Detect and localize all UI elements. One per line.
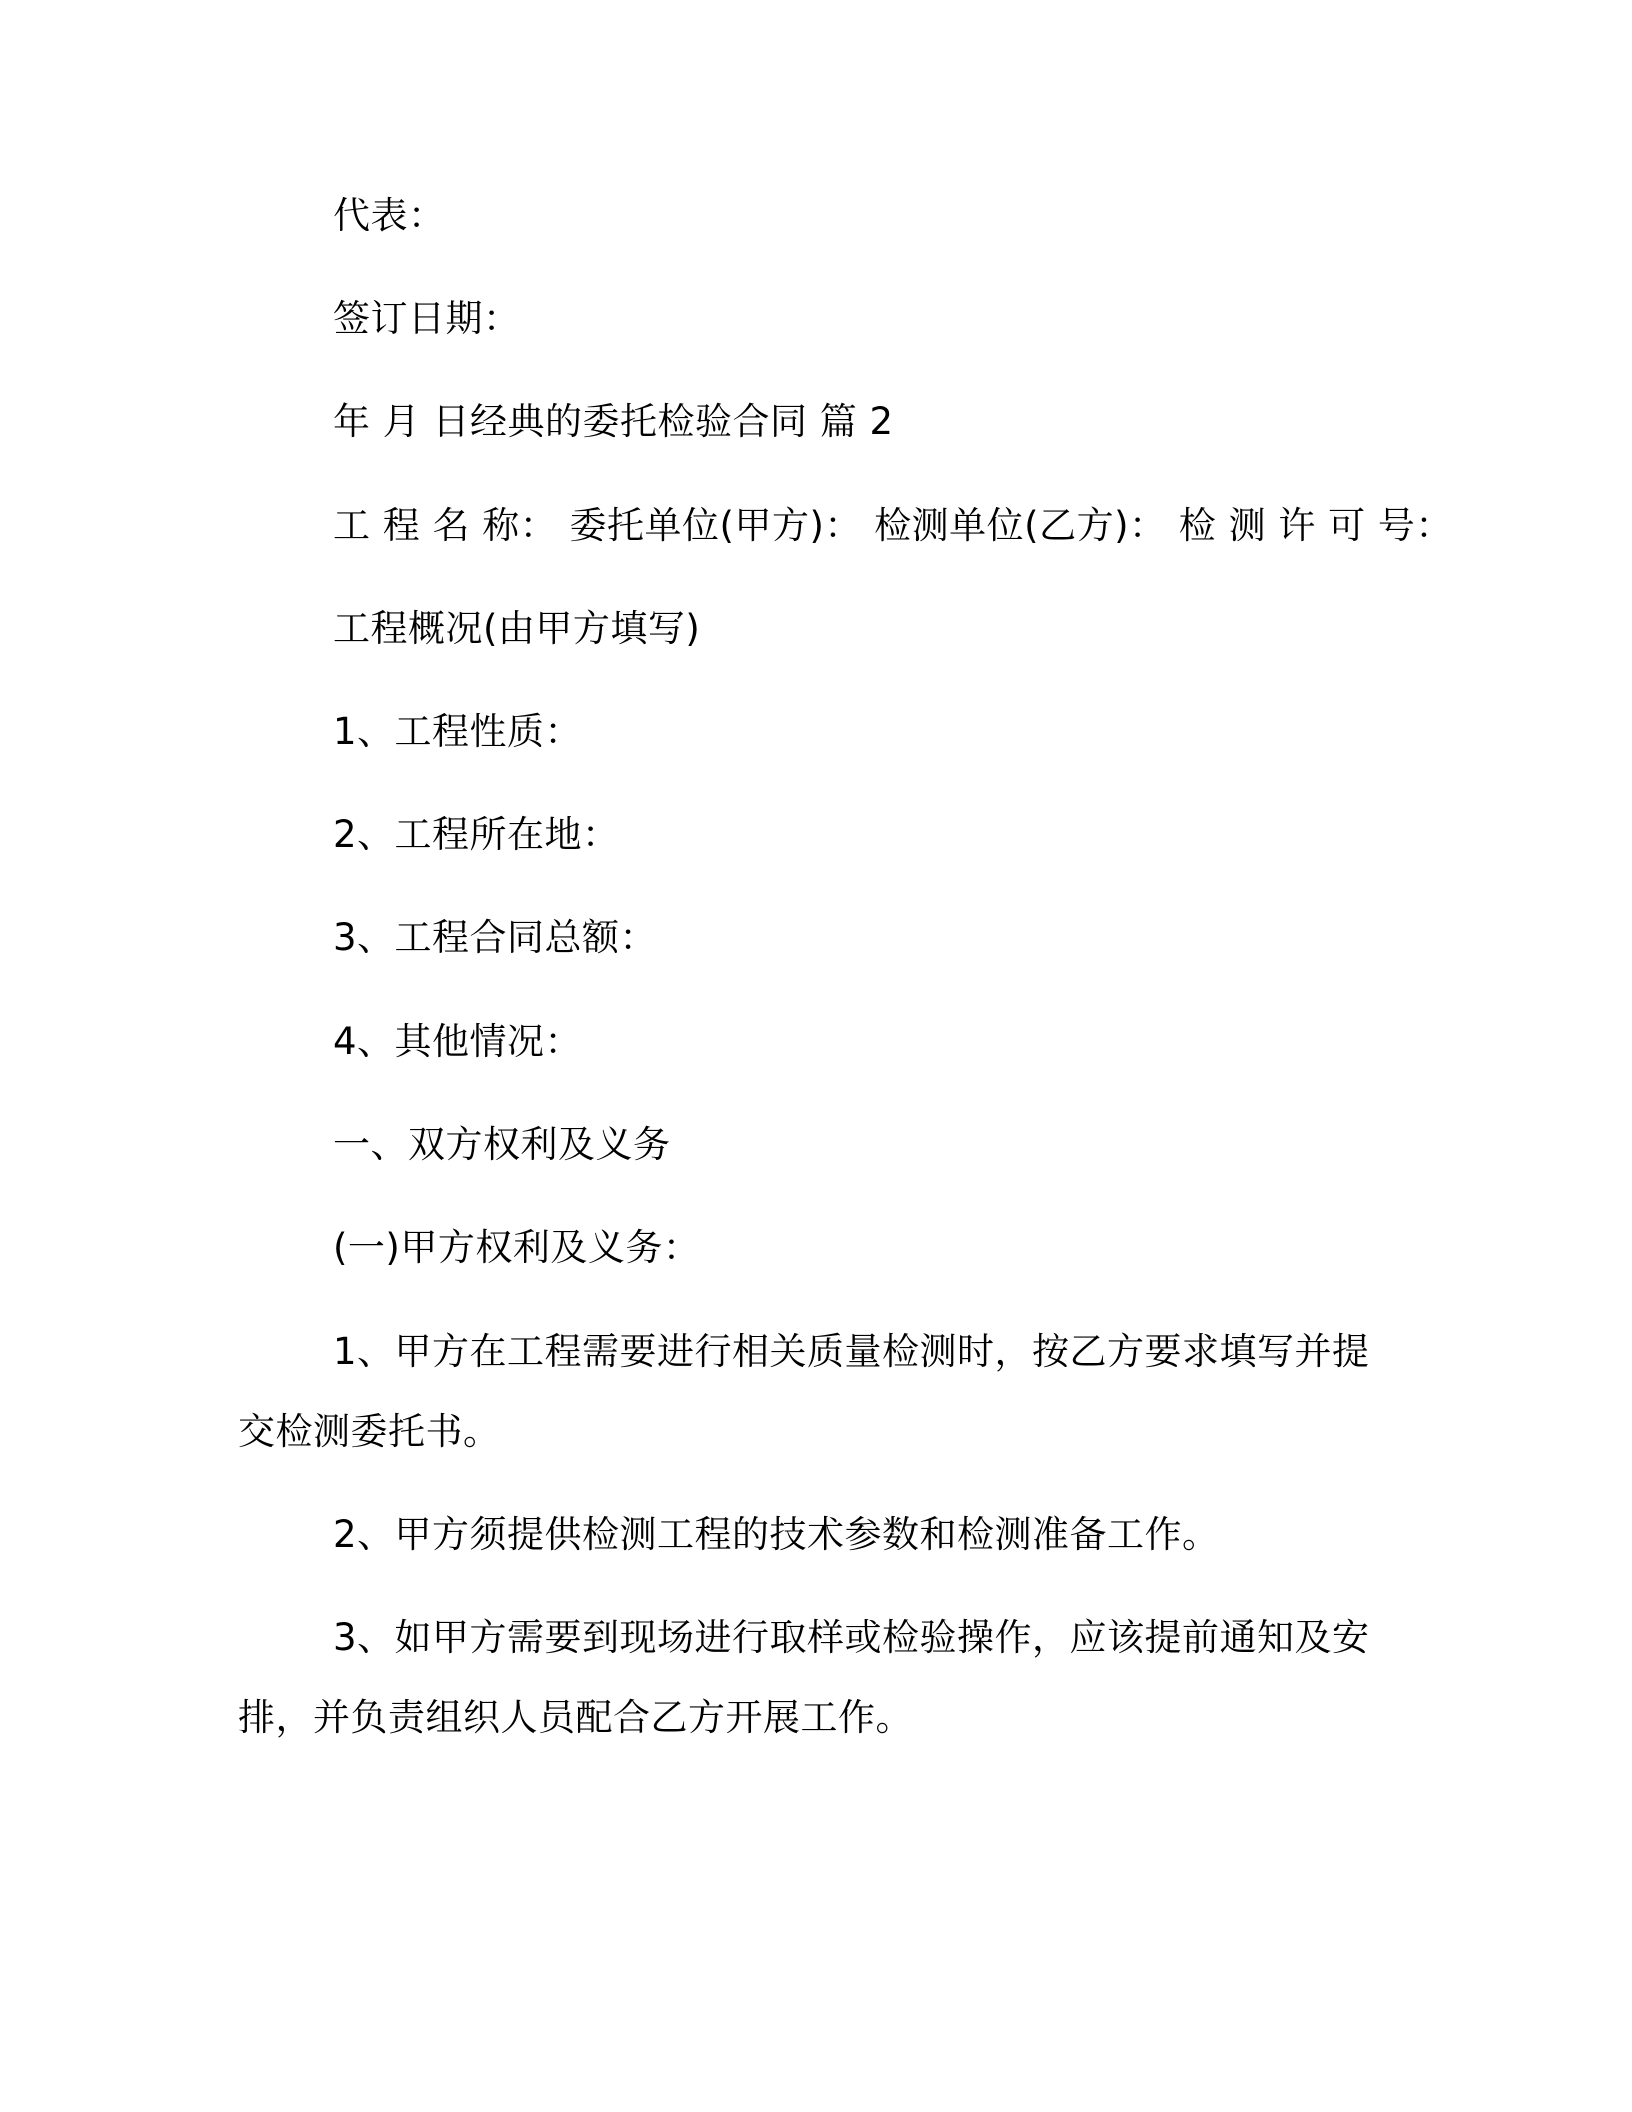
parties-line: 工 程 名 称： 委托单位(甲方)： 检测单位(乙方)： 检 测 许 可 号： xyxy=(333,504,1453,547)
subsection-heading-party-a: (一)甲方权利及义务： xyxy=(333,1226,701,1269)
representative-line: 代表： xyxy=(333,194,446,237)
overview-item-3: 3、工程合同总额： xyxy=(333,916,658,959)
overview-item-1: 1、工程性质： xyxy=(333,710,583,753)
overview-item-2: 2、工程所在地： xyxy=(333,813,620,856)
project-overview-heading: 工程概况(由甲方填写) xyxy=(333,607,701,650)
overview-item-4: 4、其他情况： xyxy=(333,1020,583,1063)
clause-2-paragraph: 2、甲方须提供检测工程的技术参数和检测准备工作。 xyxy=(333,1513,1220,1556)
section-heading-rights: 一、双方权利及义务 xyxy=(333,1123,671,1166)
clause-3-paragraph: 3、如甲方需要到现场进行取样或检验操作，应该提前通知及安排，并负责组织人员配合乙方开展工作。 xyxy=(238,1616,1370,1739)
signing-date-line: 签订日期： xyxy=(333,297,521,340)
contract-title-line: 年 月 日经典的委托检验合同 篇 2 xyxy=(333,400,894,443)
clause-1-paragraph: 1、甲方在工程需要进行相关质量检测时，按乙方要求填写并提交检测委托书。 xyxy=(238,1330,1370,1453)
